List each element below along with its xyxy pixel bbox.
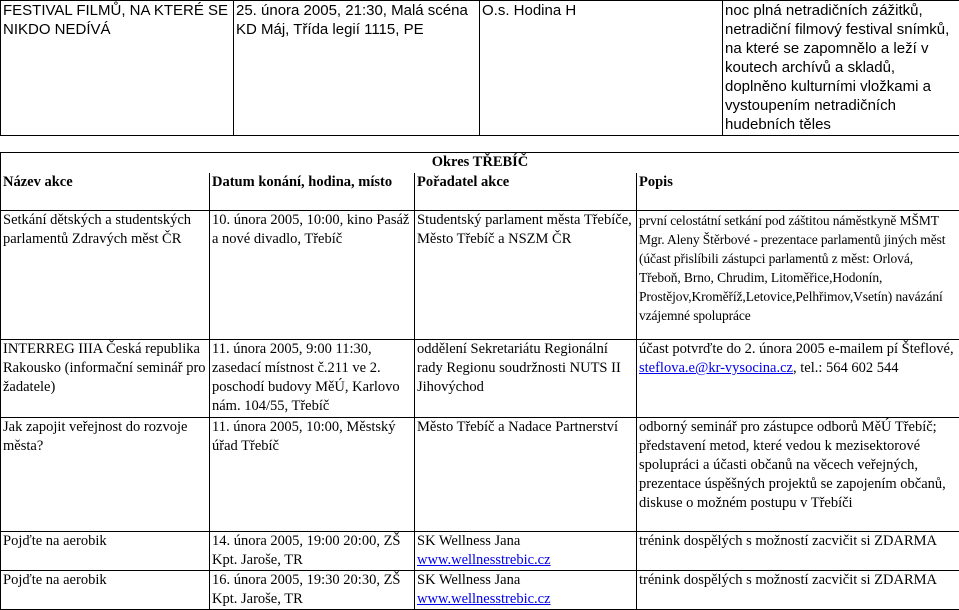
header-name: Název akce (1, 173, 210, 211)
event-date: 11. února 2005, 10:00, Městský úřad Třebíč (210, 418, 415, 532)
event-description: odborný seminář pro zástupce odborů MěÚ Třebíč; představení metod, které vedou k mezisektorové spolupráci a účasti občanů na věcech veřejných, prezentace úspěšných projektů se zapojením občanů, diskuse o možném postupu v Třebíči (637, 418, 959, 532)
event-date: 14. února 2005, 19:00 20:00, ZŠ Kpt. Jaroše, TR (210, 532, 415, 571)
festival-row (1, 1, 959, 136)
event-date: 11. února 2005, 9:00 11:30, zasedací místnost č.211 ve 2. poschodí budovy MěÚ, Karlovo nám. 104/55, Třebíč (210, 340, 415, 418)
event-description: první celostátní setkání pod záštitou náměstkyně MŠMT Mgr. Aleny Štěrbové - prezentace parlamentů jiných měst (účast přislíbili zástupci parlamentů z měst: Orlová, Třeboň, Brno, Chrudim, Litoměřice,Hodonín, Prostějov,Kroměříž,Letovice,Pelhřimov,Vsetín) navázání vzájemné spolupráce (637, 211, 959, 340)
event-organizer (415, 571, 637, 610)
event-description (637, 340, 959, 418)
event-name: Setkání dětských a studentských parlamentů Zdravých měst ČR (1, 211, 210, 340)
description-text: účast potvrďte do 2. února 2005 e-mailem pí Šteflové, (639, 341, 954, 357)
event-organizer: oddělení Sekretariátu Regionální rady Regionu soudržnosti NUTS II Jihovýchod (415, 340, 637, 418)
table-row (1, 211, 959, 340)
table-row (1, 532, 959, 571)
organizer-text: SK Wellness Jana (417, 532, 634, 551)
header-organizer: Pořadatel akce (415, 173, 637, 211)
header-date: Datum konání, hodina, místo (210, 173, 415, 211)
region-title: Okres TŘEBÍČ (1, 153, 959, 173)
table-row (1, 571, 959, 610)
header-description: Popis (637, 173, 959, 211)
region-row (1, 153, 959, 173)
header-row (1, 173, 959, 211)
festival-organizer: O.s. Hodina H (480, 1, 723, 136)
event-date: 16. února 2005, 19:30 20:30, ZŠ Kpt. Jaroše, TR (210, 571, 415, 610)
event-name: INTERREG IIIA Česká republika Rakousko (informační seminář pro žadatele) (1, 340, 210, 418)
festival-description: noc plná netradičních zážitků, netradiční filmový festival snímků, na které se zapomnělo a leží v koutech archívů a skladů, doplněno kulturními vložkami a vystoupením netradičních hudebních těles (723, 1, 959, 136)
description-text: , tel.: 564 602 544 (793, 360, 899, 376)
organizer-text: SK Wellness Jana (417, 571, 634, 590)
event-name: Jak zapojit veřejnost do rozvoje města? (1, 418, 210, 532)
festival-name: FESTIVAL FILMŮ, NA KTERÉ SE NIKDO NEDÍVÁ (1, 1, 234, 136)
event-description: trénink dospělých s možností zacvičit si ZDARMA (637, 532, 959, 571)
festival-table (0, 0, 959, 136)
email-link[interactable]: steflova.e@kr-vysocina.cz (639, 360, 793, 376)
event-organizer: Město Třebíč a Nadace Partnerství (415, 418, 637, 532)
events-table (0, 152, 959, 610)
event-date: 10. února 2005, 10:00, kino Pasáž a nové divadlo, Třebíč (210, 211, 415, 340)
event-name: Pojďte na aerobik (1, 571, 210, 610)
event-organizer (415, 532, 637, 571)
event-name: Pojďte na aerobik (1, 532, 210, 571)
event-description: trénink dospělých s možností zacvičit si ZDARMA (637, 571, 959, 610)
table-row (1, 340, 959, 418)
event-organizer: Studentský parlament města Třebíče, Město Třebíč a NSZM ČR (415, 211, 637, 340)
website-link[interactable]: www.wellnesstrebic.cz (417, 552, 551, 568)
table-row (1, 418, 959, 532)
website-link[interactable]: www.wellnesstrebic.cz (417, 591, 551, 607)
festival-date-place: 25. února 2005, 21:30, Malá scéna KD Máj, Třída legií 1115, PE (234, 1, 480, 136)
